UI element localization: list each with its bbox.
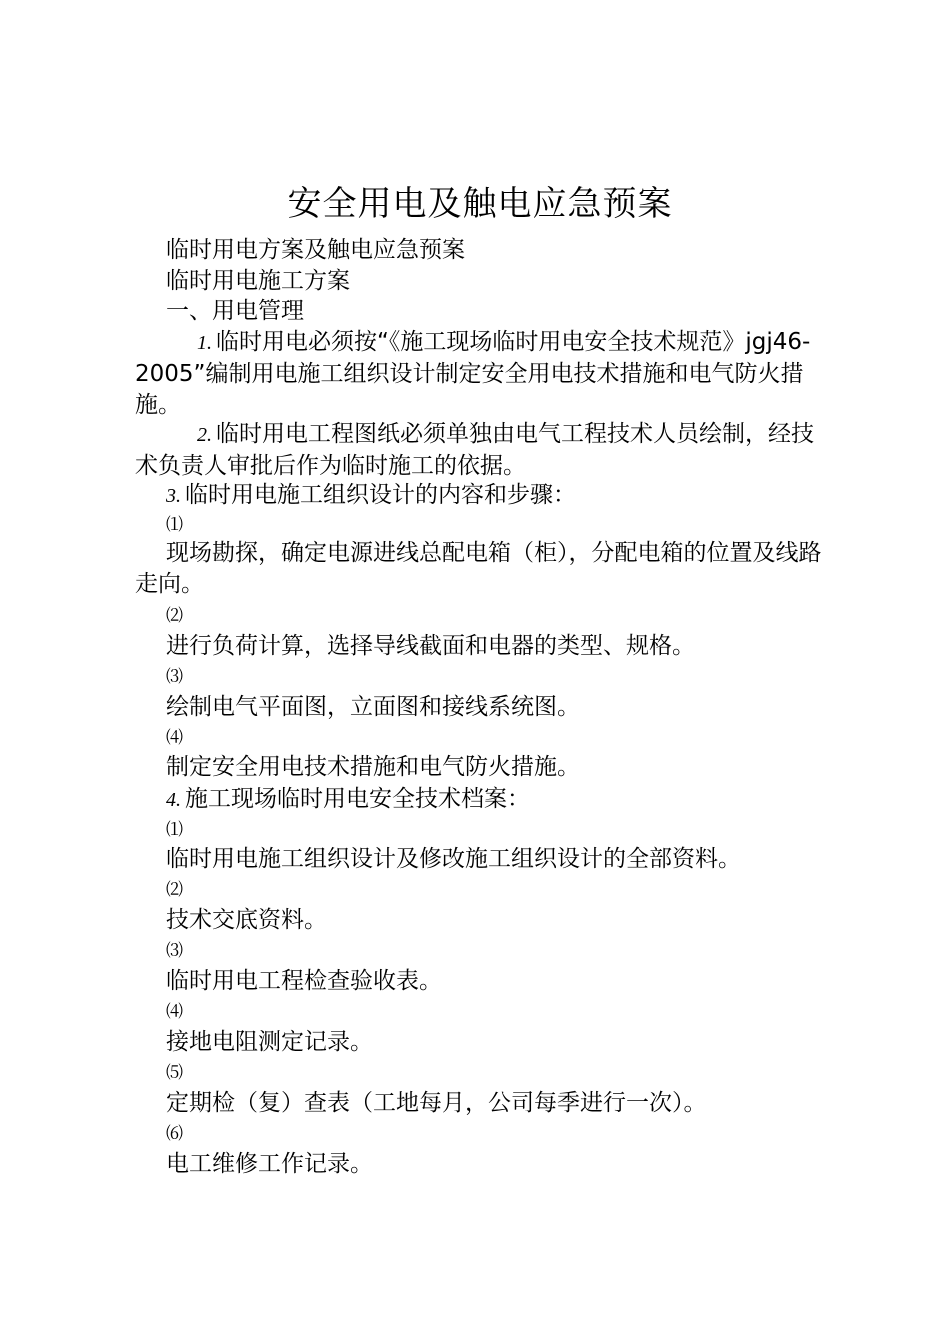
item-3-sub-3-marker: ⑶	[166, 667, 183, 686]
item-4-sub-6-marker: ⑹	[166, 1124, 183, 1143]
item-4-text: 施工现场临时用电安全技术档案：	[185, 786, 530, 812]
item-4-sub-5-marker: ⑸	[166, 1063, 183, 1082]
item-4-sub-3-marker: ⑶	[166, 941, 183, 960]
item-3-number: 3.	[166, 485, 181, 507]
item-3-text: 临时用电施工组织设计的内容和步骤：	[185, 482, 576, 508]
document-title: 安全用电及触电应急预案	[287, 184, 673, 224]
item-2-text: 临时用电工程图纸必须单独由电气工程技术人员绘制，经技术负责人审批后作为临时施工的依据。	[135, 421, 814, 479]
item-3-sub-1-marker: ⑴	[166, 515, 183, 534]
item-4-sub-1-marker: ⑴	[166, 820, 183, 839]
item-4-sub-4-marker: ⑷	[166, 1002, 183, 1021]
item-4-number: 4.	[166, 789, 181, 811]
item-2-number: 2.	[197, 424, 212, 446]
item-3-sub-4-marker: ⑷	[166, 728, 183, 747]
item-1-text: 临时用电必须按“《施工现场临时用电安全技术规范》jgj46-2005”编制用电施工组织设计制定安全用电技术措施和电气防火措施。	[135, 329, 811, 418]
item-3-sub-2-marker: ⑵	[166, 606, 183, 625]
item-4-sub-6-text: 电工维修工作记录。	[166, 1151, 373, 1177]
item-1	[135, 327, 835, 421]
item-4-sub-2-marker: ⑵	[166, 880, 183, 899]
item-3-sub-2-text: 进行负荷计算，选择导线截面和电器的类型、规格。	[166, 633, 695, 659]
heading-plan: 临时用电方案及触电应急预案	[166, 237, 465, 263]
item-4-sub-3-text: 临时用电工程检查验收表。	[166, 968, 442, 994]
item-4-sub-4-text: 接地电阻测定记录。	[166, 1029, 373, 1055]
item-2	[135, 419, 835, 482]
item-3-sub-3-text: 绘制电气平面图，立面图和接线系统图。	[166, 694, 580, 720]
item-4-sub-2-text: 技术交底资料。	[166, 907, 327, 933]
item-3	[166, 480, 576, 511]
section-heading-management: 一、用电管理	[166, 298, 304, 324]
item-4-sub-1-text: 临时用电施工组织设计及修改施工组织设计的全部资料。	[166, 846, 741, 872]
item-3-sub-4-text: 制定安全用电技术措施和电气防火措施。	[166, 754, 580, 780]
heading-construction-plan: 临时用电施工方案	[166, 268, 350, 294]
item-1-number: 1.	[197, 332, 212, 354]
item-4	[166, 784, 530, 815]
item-3-sub-1-text: 现场勘探，确定电源进线总配电箱（柜），分配电箱的位置及线路走向。	[135, 540, 822, 597]
item-4-sub-5-text: 定期检（复）查表（工地每月，公司每季进行一次）。	[166, 1090, 707, 1116]
